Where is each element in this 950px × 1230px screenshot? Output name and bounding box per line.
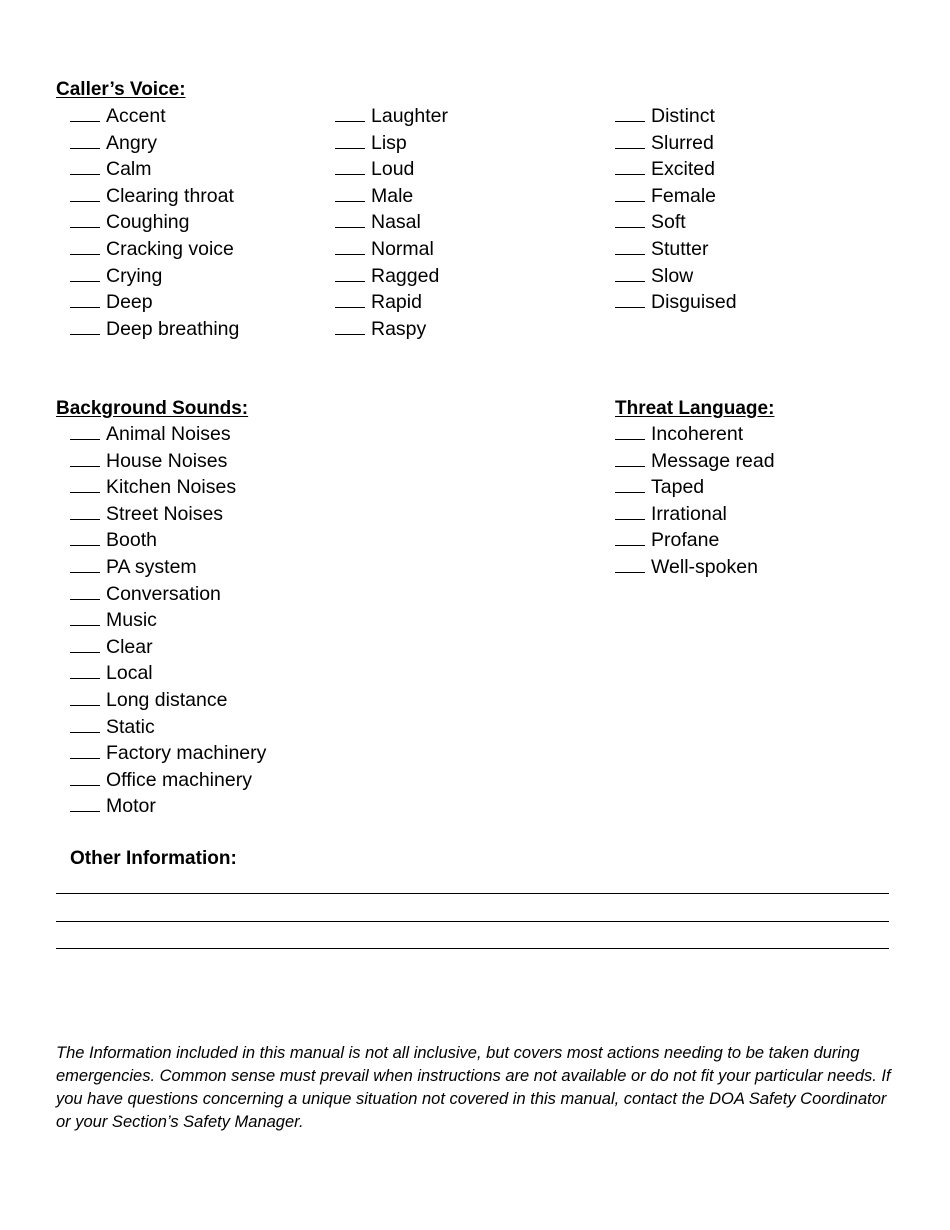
other-information-fill-line <box>56 921 889 922</box>
voice-checklist-item <box>335 156 448 183</box>
check-blank <box>615 148 645 149</box>
checklist-item-label: Loud <box>371 158 415 181</box>
checklist-item-label: Well-spoken <box>651 555 758 578</box>
check-blank <box>615 254 645 255</box>
voice-checklist-item <box>70 103 239 130</box>
checklist-item-label: PA system <box>106 555 197 578</box>
check-blank <box>615 545 645 546</box>
voice-checklist-item <box>615 130 737 157</box>
check-blank <box>70 334 100 335</box>
checklist-item-label: Laughter <box>371 105 448 127</box>
check-blank <box>70 572 100 573</box>
background-sound-checklist-item <box>70 607 266 634</box>
voice-checklist-item <box>335 183 448 210</box>
checklist-item-label: Ragged <box>371 264 440 287</box>
check-blank <box>615 492 645 493</box>
checklist-item-label: Angry <box>106 131 157 154</box>
threat-language-checklist-item <box>615 501 775 528</box>
check-blank <box>615 572 645 573</box>
check-blank <box>615 466 645 467</box>
check-blank <box>615 281 645 282</box>
background-sound-checklist-item <box>70 687 266 714</box>
voice-checklist-item <box>615 103 737 130</box>
background-sound-checklist-item <box>70 581 266 608</box>
voice-checklist-item <box>615 183 737 210</box>
checklist-item-label: Normal <box>371 237 434 260</box>
voice-checklist-item <box>615 236 737 263</box>
voice-checklist-item <box>70 263 239 290</box>
checklist-item-label: Factory machinery <box>106 742 267 765</box>
checklist-item-label: Clear <box>106 635 153 658</box>
checklist-item-label: Distinct <box>651 105 715 127</box>
check-blank <box>615 121 645 122</box>
check-blank <box>615 227 645 228</box>
checklist-item-label: Lisp <box>371 131 407 154</box>
checklist-item-label: House Noises <box>106 449 228 472</box>
check-blank <box>335 174 365 175</box>
checklist-item-label: Accent <box>106 105 166 127</box>
check-blank <box>615 519 645 520</box>
check-blank <box>70 439 100 440</box>
checklist-item-label: Local <box>106 662 153 685</box>
background-sound-checklist-item <box>70 421 266 448</box>
check-blank <box>615 174 645 175</box>
checklist-item-label: Disguised <box>651 291 737 314</box>
voice-checklist-item <box>335 236 448 263</box>
other-information-fill-line <box>56 948 889 949</box>
check-blank <box>70 652 100 653</box>
check-blank <box>70 758 100 759</box>
footer-disclaimer: The Information included in this manual is not all inclusive, but covers most actions needing to be taken during emergencies. Common sense must prevail when instructions are not available or do not fit your particular needs. If you have questions concerning a unique situation not covered in this manual, contact the DOA Safety Coordinator or your Section’s Safety Manager. <box>56 1044 891 1131</box>
check-blank <box>615 439 645 440</box>
checklist-item-label: Raspy <box>371 317 427 340</box>
checklist-item-label: Coughing <box>106 211 190 234</box>
threat-language-list <box>615 421 775 581</box>
background-sound-checklist-item <box>70 474 266 501</box>
voice-checklist-item <box>70 236 239 263</box>
voice-checklist-item <box>335 103 448 130</box>
background-sound-checklist-item <box>70 714 266 741</box>
checklist-item-label: Office machinery <box>106 768 252 791</box>
background-sound-checklist-item <box>70 554 266 581</box>
checklist-item-label: Message read <box>651 449 775 472</box>
threat-language-checklist-item <box>615 448 775 475</box>
checklist-item-label: Irrational <box>651 502 727 525</box>
check-blank <box>335 334 365 335</box>
other-information-title: Other Information: <box>70 848 237 869</box>
voice-checklist-item <box>615 289 737 316</box>
checklist-item-label: Nasal <box>371 211 421 234</box>
checklist-item-label: Deep breathing <box>106 317 240 340</box>
callers-voice-column-1 <box>70 103 239 342</box>
check-blank <box>70 705 100 706</box>
threat-language-checklist-item <box>615 554 775 581</box>
voice-checklist-item <box>70 289 239 316</box>
threat-language-checklist-item <box>615 421 775 448</box>
checklist-item-label: Deep <box>106 291 153 314</box>
threat-language-heading: Threat Language: <box>615 398 775 419</box>
check-blank <box>70 625 100 626</box>
checklist-item-label: Music <box>106 609 157 632</box>
checklist-item-label: Calm <box>106 158 152 181</box>
callers-voice-heading: Caller’s Voice: <box>56 79 186 100</box>
background-sound-checklist-item <box>70 527 266 554</box>
check-blank <box>70 678 100 679</box>
checklist-item-label: Slurred <box>651 131 714 154</box>
checklist-item-label: Kitchen Noises <box>106 476 237 499</box>
checklist-item-label: Slow <box>651 264 694 287</box>
check-blank <box>70 732 100 733</box>
check-blank <box>70 254 100 255</box>
voice-checklist-item <box>615 209 737 236</box>
check-blank <box>70 599 100 600</box>
threat-language-checklist-item <box>615 527 775 554</box>
callers-voice-column-3 <box>615 103 737 316</box>
voice-checklist-item <box>335 209 448 236</box>
checklist-item-label: Male <box>371 184 414 207</box>
check-blank <box>335 201 365 202</box>
check-blank <box>70 281 100 282</box>
checklist-item-label: Static <box>106 715 155 738</box>
check-blank <box>70 492 100 493</box>
check-blank <box>335 121 365 122</box>
voice-checklist-item <box>70 183 239 210</box>
checklist-item-label: Street Noises <box>106 502 224 525</box>
check-blank <box>70 519 100 520</box>
voice-checklist-item <box>335 316 448 343</box>
check-blank <box>335 254 365 255</box>
background-sound-checklist-item <box>70 793 266 820</box>
check-blank <box>70 201 100 202</box>
voice-checklist-item <box>335 130 448 157</box>
checklist-item-label: Excited <box>651 158 715 181</box>
checklist-item-label: Taped <box>651 476 705 499</box>
callers-voice-column-2 <box>335 103 448 342</box>
check-blank <box>70 811 100 812</box>
checklist-item-label: Profane <box>651 529 720 552</box>
check-blank <box>335 227 365 228</box>
check-blank <box>70 785 100 786</box>
voice-checklist-item <box>335 263 448 290</box>
check-blank <box>615 307 645 308</box>
check-blank <box>615 201 645 202</box>
check-blank <box>70 121 100 122</box>
background-sounds-heading: Background Sounds: <box>56 398 249 419</box>
threat-language-checklist-item <box>615 474 775 501</box>
checklist-item-label: Long distance <box>106 688 228 711</box>
background-sound-checklist-item <box>70 740 266 767</box>
checklist-item-label: Stutter <box>651 237 709 260</box>
checklist-item-label: Soft <box>651 211 686 234</box>
voice-checklist-item <box>615 156 737 183</box>
checklist-item-label: Incoherent <box>651 423 744 445</box>
check-blank <box>70 545 100 546</box>
background-sound-checklist-item <box>70 767 266 794</box>
voice-checklist-item <box>615 263 737 290</box>
check-blank <box>335 307 365 308</box>
background-sound-checklist-item <box>70 634 266 661</box>
checklist-item-label: Motor <box>106 795 156 818</box>
voice-checklist-item <box>70 316 239 343</box>
background-sound-checklist-item <box>70 448 266 475</box>
check-blank <box>335 281 365 282</box>
other-information-fill-line <box>56 893 889 894</box>
check-blank <box>70 227 100 228</box>
checklist-item-label: Booth <box>106 529 157 552</box>
voice-checklist-item <box>335 289 448 316</box>
voice-checklist-item <box>70 156 239 183</box>
checklist-item-label: Animal Noises <box>106 423 231 445</box>
check-blank <box>70 174 100 175</box>
checklist-item-label: Cracking voice <box>106 237 234 260</box>
checklist-item-label: Female <box>651 184 717 207</box>
background-sounds-list <box>70 421 266 820</box>
voice-checklist-item <box>70 209 239 236</box>
check-blank <box>335 148 365 149</box>
checklist-item-label: Clearing throat <box>106 184 234 207</box>
check-blank <box>70 148 100 149</box>
checklist-item-label: Crying <box>106 264 163 287</box>
check-blank <box>70 466 100 467</box>
checklist-item-label: Rapid <box>371 291 422 314</box>
background-sound-checklist-item <box>70 660 266 687</box>
voice-checklist-item <box>70 130 239 157</box>
checklist-item-label: Conversation <box>106 582 221 605</box>
check-blank <box>70 307 100 308</box>
background-sound-checklist-item <box>70 501 266 528</box>
